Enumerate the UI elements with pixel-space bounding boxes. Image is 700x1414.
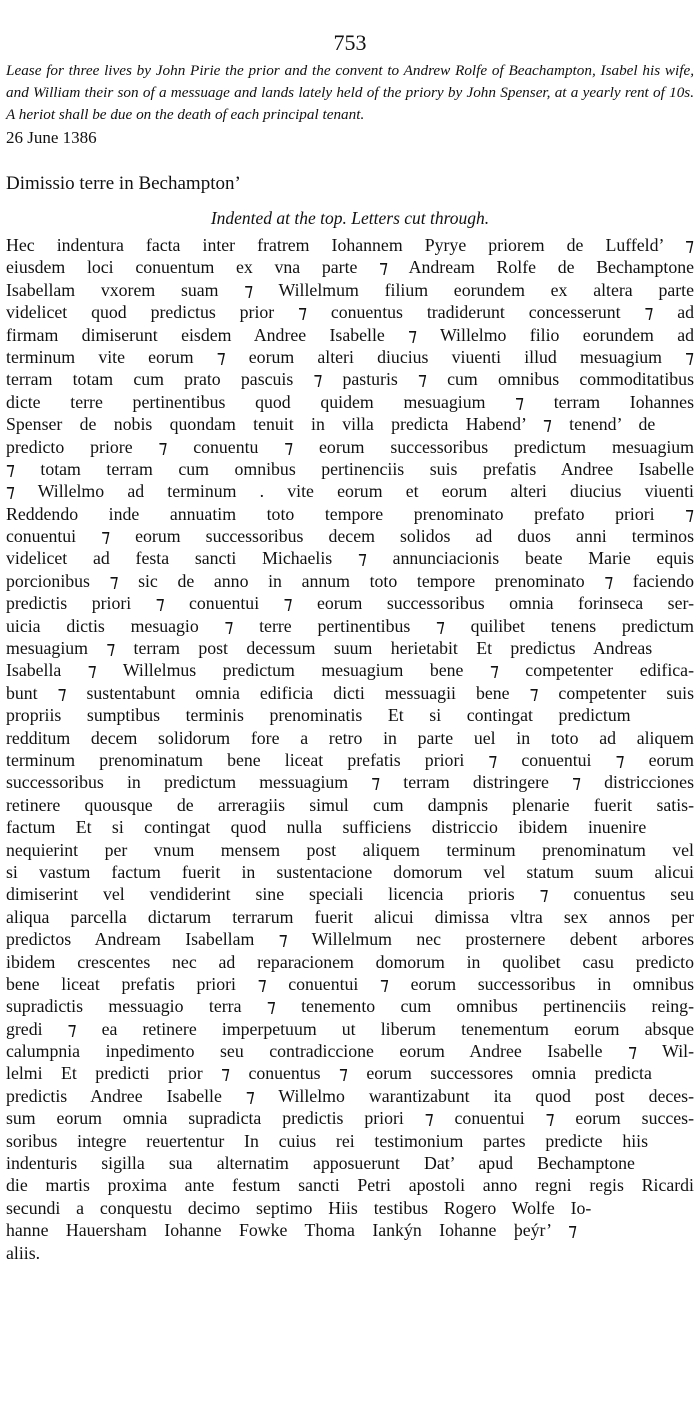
charter-line: aliqua parcella dictarum terrarum fuerit alicui dimissa vltra sex annos per <box>6 906 694 927</box>
charter-line: dicte terre pertinentibus quod quidem mesuagium ⁊ terram Iohannes <box>6 391 694 412</box>
editorial-note: Indented at the top. Letters cut through. <box>210 208 490 228</box>
charter-line: dimiserint vel vendiderint sine speciali licencia prioris ⁊ conuentus seu <box>6 884 694 905</box>
charter-line: bunt ⁊ sustentabunt omnia edificia dicti messuagii bene ⁊ competenter suis <box>6 682 694 703</box>
charter-line: gredi ⁊ ea retinere imperpetuum ut liberum tenementum eorum absque <box>6 1018 694 1039</box>
charter-line: terminum vite eorum ⁊ eorum alteri diucius viuenti illud mesuagium ⁊ <box>6 346 694 367</box>
charter-line: propriis sumptibus terminis prenominatis Et si contingat predictum <box>6 705 631 726</box>
charter-line: firmam dimiserunt eisdem Andree Isabelle ⁊ Willelmo filio eorundem ad <box>6 324 694 345</box>
charter-line: hanne Hauersham Iohanne Fowke Thoma Iankýn Iohanne þeýr’ ⁊ <box>6 1220 578 1241</box>
charter-line: predictis priori ⁊ conuentui ⁊ eorum successoribus omnia forinseca ser- <box>6 593 694 614</box>
document-heading: Dimissio terre in Bechampton’ <box>6 173 241 194</box>
charter-line: lelmi Et predicti prior ⁊ conuentus ⁊ eorum successores omnia predicta <box>6 1063 652 1084</box>
charter-line: indenturis sigilla sua alternatim apposuerunt Dat’ apud Bechamptone <box>6 1153 635 1174</box>
charter-line: conuentui ⁊ eorum successoribus decem solidos ad duos anni terminos <box>6 526 694 547</box>
charter-text <box>6 234 694 1264</box>
charter-line: successoribus in predictum messuagium ⁊ terram distringere ⁊ districciones <box>6 772 694 793</box>
charter-line: nequierint per vnum mensem post aliquem terminum prenominatum vel <box>6 839 694 860</box>
charter-line: bene liceat prefatis priori ⁊ conuentui ⁊ eorum successoribus in omnibus <box>6 973 694 994</box>
charter-line: videlicet ad festa sancti Michaelis ⁊ annunciacionis beate Marie equis <box>6 548 694 569</box>
charter-line: ⁊ Willelmo ad terminum . vite eorum et eorum alteri diucius viuenti <box>6 481 694 502</box>
charter-line: terminum prenominatum bene liceat prefatis priori ⁊ conuentui ⁊ eorum <box>6 749 694 770</box>
charter-line: redditum decem solidorum fore a retro in parte uel in toto ad aliquem <box>6 727 694 748</box>
charter-line: soribus integre reuertentur In cuius rei testimonium partes predicte hiis <box>6 1130 649 1151</box>
charter-line: eiusdem loci conuentum ex vna parte ⁊ Andream Rolfe de Bechamptone <box>6 257 694 278</box>
charter-line: ibidem crescentes nec ad reparacionem domorum in quolibet casu predicto <box>6 951 694 972</box>
document-date: 26 June 1386 <box>6 128 97 147</box>
charter-line: si vastum factum fuerit in sustentacione domorum vel statum suum alicui <box>6 861 694 882</box>
charter-line: Isabellam vxorem suam ⁊ Willelmum filium eorundem ex altera parte <box>6 279 694 300</box>
charter-line: retinere quousque de arreragiis simul cum dampnis plenarie fuerit satis- <box>6 794 694 815</box>
charter-line: porcionibus ⁊ sic de anno in annum toto tempore prenominato ⁊ faciendo <box>6 570 694 591</box>
charter-line: ⁊ totam terram cum omnibus pertinenciis suis prefatis Andree Isabelle <box>6 458 694 479</box>
charter-line: predictis Andree Isabelle ⁊ Willelmo warantizabunt ita quod post deces- <box>6 1085 694 1106</box>
document-summary: Lease for three lives by John Pirie the prior and the convent to Andrew Rolfe of Beachampton, Isabel his wife, and William their son of a messuage and lands lately held of the priory by John Spenser, at a yearly rent of 10s. A heriot shall be due on the death of each principal tenant. <box>6 62 694 123</box>
charter-line: calumpnia inpedimento seu contradiccione eorum Andree Isabelle ⁊ Wil- <box>6 1041 694 1062</box>
charter-line: mesuagium ⁊ terram post decessum suum herietabit Et predictus Andreas <box>6 638 653 659</box>
charter-line: videlicet quod predictus prior ⁊ conuentus tradiderunt concesserunt ⁊ ad <box>6 302 694 323</box>
charter-line: factum Et si contingat quod nulla sufficiens districcio ibidem inuenire <box>6 817 647 838</box>
charter-line: Reddendo inde annuatim toto tempore prenominato prefato priori ⁊ <box>6 503 694 524</box>
charter-line: Spenser de nobis quondam tenuit in villa predicta Habend’ ⁊ tenend’ de <box>6 414 656 435</box>
charter-line: Isabella ⁊ Willelmus predictum mesuagium bene ⁊ competenter edifica- <box>6 660 694 681</box>
charter-line: secundi a conquestu decimo septimo Hiis testibus Rogero Wolfe Io- <box>6 1197 592 1218</box>
charter-line: terram totam cum prato pascuis ⁊ pasturis ⁊ cum omnibus commoditatibus <box>6 369 694 390</box>
charter-line: uicia dictis mesuagio ⁊ terre pertinentibus ⁊ quilibet tenens predictum <box>6 615 694 636</box>
charter-line: sum eorum omnia supradicta predictis priori ⁊ conuentui ⁊ eorum succes- <box>6 1108 694 1129</box>
charter-line: Hec indentura facta inter fratrem Iohannem Pyrye priorem de Luffeld’ ⁊ <box>6 235 694 255</box>
page-number: 753 <box>333 30 367 55</box>
charter-line: die martis proxima ante festum sancti Petri apostoli anno regni regis Ricardi <box>6 1175 694 1196</box>
charter-line: predicto priore ⁊ conuentu ⁊ eorum successoribus predictum mesuagium <box>6 436 694 457</box>
charter-line: aliis. <box>6 1242 41 1263</box>
charter-line: predictos Andream Isabellam ⁊ Willelmum nec prosternere debent arbores <box>6 929 694 950</box>
charter-line: supradictis messuagio terra ⁊ tenemento cum omnibus pertinenciis reing- <box>6 996 694 1017</box>
